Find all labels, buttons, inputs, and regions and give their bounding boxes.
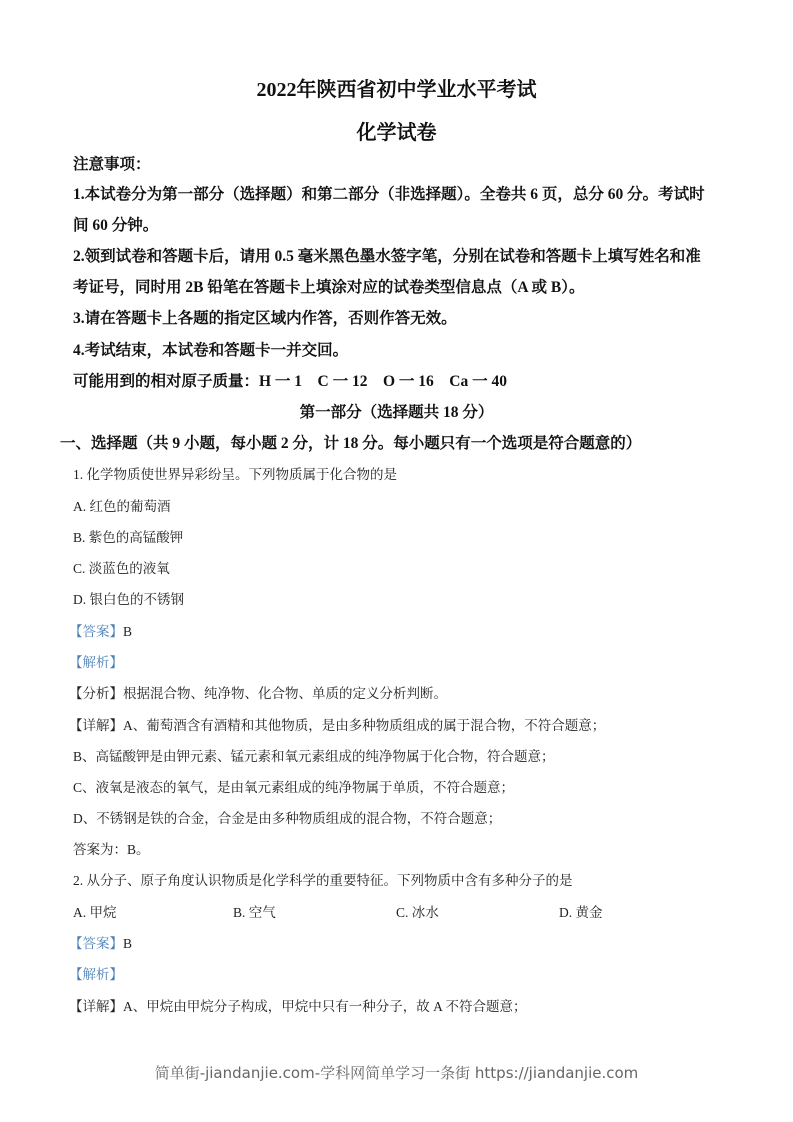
section-title: 一、选择题（共 9 小题，每小题 2 分，计 18 分。每小题只有一个选项是符合题意的） (60, 435, 642, 452)
notice-item-4: 4.考试结束，本试卷和答题卡一并交回。 (73, 342, 349, 359)
q2-answer (69, 932, 132, 952)
notice-item-1: 1.本试卷分为第一部分（选择题）和第二部分（非选择题）。全卷共 6 页，总分 60 分。考试时 (73, 186, 705, 203)
answer-value: B (123, 936, 133, 951)
q1-option-d: D. 银白色的不锈钢 (73, 592, 184, 607)
q1-detail-c: C、液氧是液态的氧气，是由氧元素组成的纯净物属于单质，不符合题意； (73, 780, 515, 795)
answer-tag: 【答案】 (69, 936, 123, 951)
notice-item-3: 3.请在答题卡上各题的指定区域内作答，否则作答无效。 (73, 310, 457, 327)
q1-option-a: A. 红色的葡萄酒 (73, 499, 171, 514)
part1-heading: 第一部分（选择题共 18 分） (299, 404, 494, 421)
q2-analysis-tag: 【解析】 (69, 967, 123, 982)
answer-tag: 【答案】 (69, 624, 123, 639)
footer-watermark: 简单街-jiandanjie.com-学科网简单学习一条街 https://jiandanjie.com (154, 1064, 639, 1082)
question-2-stem: 2. 从分子、原子角度认识物质是化学科学的重要特征。下列物质中含有多种分子的是 (73, 873, 573, 888)
q2-option-b: B. 空气 (233, 905, 276, 920)
question-1-stem: 1. 化学物质使世界异彩纷呈。下列物质属于化合物的是 (73, 467, 397, 482)
notice-heading: 注意事项： (73, 156, 151, 173)
q1-detail-b: B、高锰酸钾是由钾元素、锰元素和氧元素组成的纯净物属于化合物，符合题意； (73, 749, 555, 764)
exam-title: 2022年陕西省初中学业水平考试 (256, 79, 537, 101)
q2-detail-a: 【详解】A、甲烷由甲烷分子构成，甲烷中只有一种分子，故 A 不符合题意； (69, 999, 527, 1014)
q1-detail-a: 【详解】A、葡萄酒含有酒精和其他物质，是由多种物质组成的属于混合物，不符合题意； (69, 718, 606, 733)
q2-option-c: C. 冰水 (396, 905, 439, 920)
exam-subtitle: 化学试卷 (356, 122, 437, 144)
notice-item-1-cont: 间 60 分钟。 (73, 217, 159, 234)
q2-option-a: A. 甲烷 (73, 905, 117, 920)
q1-option-b: B. 紫色的高锰酸钾 (73, 530, 184, 545)
q1-fenxi: 【分析】根据混合物、纯净物、化合物、单质的定义分析判断。 (69, 686, 447, 701)
q1-detail-d: D、不锈钢是铁的合金，合金是由多种物质组成的混合物，不符合题意； (73, 811, 502, 826)
q2-option-d: D. 黄金 (559, 905, 603, 920)
q1-analysis-tag: 【解析】 (69, 655, 123, 670)
q1-answer (69, 620, 132, 640)
notice-item-2-cont: 考证号，同时用 2B 铅笔在答题卡上填涂对应的试卷类型信息点（A 或 B）。 (73, 279, 585, 296)
answer-value: B (123, 624, 133, 639)
q1-option-c: C. 淡蓝色的液氧 (73, 561, 170, 576)
notice-item-2: 2.领到试卷和答题卡后，请用 0.5 毫米黑色墨水签字笔，分别在试卷和答题卡上填写姓名和准 (73, 248, 701, 265)
atomic-mass-line: 可能用到的相对原子质量：H 一 1 C 一 12 O 一 16 Ca 一 40 (73, 373, 508, 390)
q1-conclusion: 答案为：B。 (73, 842, 150, 857)
